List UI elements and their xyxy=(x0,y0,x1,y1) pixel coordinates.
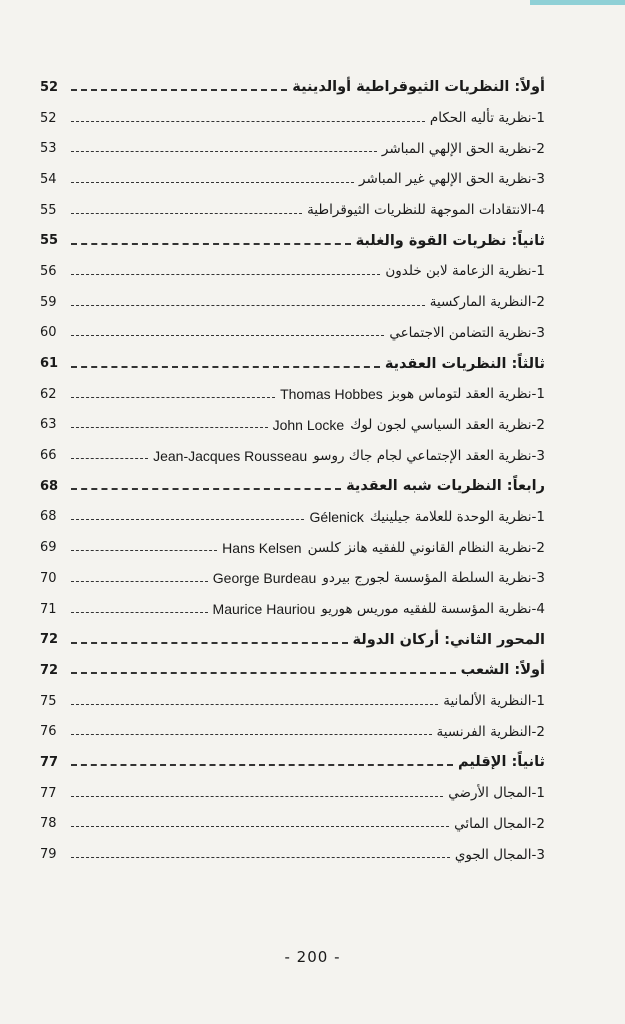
toc-dot-leader xyxy=(71,734,432,735)
toc-dot-leader xyxy=(71,488,341,490)
toc-entry xyxy=(40,809,545,840)
toc-dot-leader xyxy=(71,826,449,827)
toc-section-heading xyxy=(40,471,545,502)
toc-entry xyxy=(40,532,545,563)
toc-entry-arabic-text: ثانياً: الإقليم xyxy=(457,754,545,771)
toc-page-number: 71 xyxy=(40,601,57,617)
toc-page-number: 78 xyxy=(40,816,57,832)
toc-dot-leader xyxy=(71,612,208,613)
toc-dot-leader xyxy=(71,427,268,428)
toc-page-number: 52 xyxy=(40,79,59,95)
toc-entry-title xyxy=(213,570,545,586)
toc-section-heading xyxy=(40,624,545,655)
toc-dot-leader xyxy=(71,121,425,122)
toc-entry-title xyxy=(382,141,545,157)
toc-entry-latin-name: Hans Kelsen xyxy=(222,539,302,556)
toc-entry xyxy=(40,839,545,870)
toc-entry-title xyxy=(458,754,545,770)
toc-page-number: 72 xyxy=(40,662,59,678)
toc-entry-title xyxy=(455,847,545,863)
toc-dot-leader xyxy=(71,764,453,766)
toc-entry xyxy=(40,318,545,349)
toc-entry xyxy=(40,716,545,747)
toc-entry-title xyxy=(213,601,545,617)
toc-entry-title xyxy=(292,79,545,95)
toc-dot-leader xyxy=(71,151,377,152)
toc-page-number: 72 xyxy=(40,632,59,648)
toc-entry-title xyxy=(356,233,545,249)
toc-entry-arabic-text: 2-النظرية الماركسية xyxy=(429,294,545,311)
table-of-contents xyxy=(40,72,545,870)
toc-entry xyxy=(40,440,545,471)
toc-entry-arabic-text: 3-نظرية الحق الإلهي غير المباشر xyxy=(359,171,545,188)
toc-page-number: 55 xyxy=(40,233,59,249)
toc-entry-arabic-text: 3-نظرية السلطة المؤسسة لجورج بيردو xyxy=(322,570,545,587)
toc-dot-leader xyxy=(71,274,380,275)
toc-dot-leader xyxy=(71,704,438,705)
toc-entry-arabic-text: 1-نظرية الوحدة للعلامة جيلينيك xyxy=(369,508,545,525)
toc-entry xyxy=(40,164,545,195)
toc-entry xyxy=(40,410,545,441)
toc-entry-arabic-text: 2-المجال المائي xyxy=(454,815,545,832)
toc-entry xyxy=(40,195,545,226)
toc-entry-title xyxy=(359,171,545,187)
toc-entry-title xyxy=(448,785,545,801)
toc-entry-title xyxy=(461,662,545,678)
toc-entry-arabic-text: 1-المجال الأرضي xyxy=(448,785,545,802)
toc-entry-title xyxy=(430,294,545,310)
toc-dot-leader xyxy=(71,89,287,91)
toc-entry-title xyxy=(273,417,545,433)
toc-entry-arabic-text: 1-نظرية العقد لتوماس هوبز xyxy=(388,386,545,403)
toc-dot-leader xyxy=(71,305,425,306)
toc-entry-title xyxy=(430,110,545,126)
toc-entry xyxy=(40,594,545,625)
toc-page-number: 52 xyxy=(40,110,57,126)
toc-dot-leader xyxy=(71,243,351,245)
toc-entry xyxy=(40,256,545,287)
toc-page-number: 66 xyxy=(40,448,57,464)
toc-entry-arabic-text: رابعاً: النظريات شبه العقدية xyxy=(346,478,545,495)
toc-entry-arabic-text: المحور الثاني: أركان الدولة xyxy=(352,631,545,648)
toc-dot-leader xyxy=(71,397,275,398)
toc-entry-latin-name: John Locke xyxy=(272,416,345,433)
toc-page-number: 54 xyxy=(40,171,57,187)
toc-entry xyxy=(40,778,545,809)
toc-page-number: 53 xyxy=(40,141,57,157)
toc-entry-title xyxy=(222,540,545,556)
toc-page-number: 77 xyxy=(40,785,57,801)
toc-page-number: 62 xyxy=(40,386,57,402)
toc-entry-arabic-text: 4-الانتقادات الموجهة للنظريات الثيوقراطية xyxy=(307,202,545,219)
toc-entry-arabic-text: 1-نظرية الزعامة لابن خلدون xyxy=(385,263,545,280)
toc-section-heading xyxy=(40,655,545,686)
toc-entry xyxy=(40,379,545,410)
toc-entry-arabic-text: 1-النظرية الألمانية xyxy=(443,693,545,710)
toc-entry-title xyxy=(437,724,545,740)
toc-page-number: 68 xyxy=(40,509,57,525)
toc-dot-leader xyxy=(71,796,443,797)
toc-dot-leader xyxy=(71,182,354,183)
toc-entry-title xyxy=(389,325,545,341)
toc-page-number: 77 xyxy=(40,754,59,770)
toc-dot-leader xyxy=(71,366,380,368)
toc-entry-arabic-text: 4-نظرية المؤسسة للفقيه موريس هوريو xyxy=(321,601,545,618)
toc-section-heading xyxy=(40,225,545,256)
toc-entry-title xyxy=(454,816,545,832)
toc-entry-arabic-text: 2-نظرية الحق الإلهي المباشر xyxy=(381,140,545,157)
toc-entry-title xyxy=(385,263,545,279)
toc-page-number: 79 xyxy=(40,847,57,863)
toc-entry-title xyxy=(443,693,545,709)
toc-dot-leader xyxy=(71,519,304,520)
toc-dot-leader xyxy=(71,642,348,644)
toc-section-heading xyxy=(40,72,545,103)
toc-section-heading xyxy=(40,747,545,778)
toc-entry-arabic-text: ثالثاً: النظريات العقدية xyxy=(384,355,545,372)
toc-page-number: 55 xyxy=(40,202,57,218)
toc-entry-arabic-text: 3-نظرية العقد الإجتماعي لجام جاك روسو xyxy=(313,447,545,464)
toc-entry-arabic-text: 3-نظرية التضامن الاجتماعي xyxy=(389,324,545,341)
toc-entry-arabic-text: أولاً: الشعب xyxy=(460,662,545,679)
toc-page-number: 68 xyxy=(40,478,59,494)
toc-entry-latin-name: Jean-Jacques Rousseau xyxy=(153,447,308,464)
toc-entry-latin-name: Gélenick xyxy=(309,508,364,525)
toc-entry-title xyxy=(353,632,545,648)
toc-entry xyxy=(40,502,545,533)
toc-entry-title xyxy=(307,202,545,218)
toc-page-number: 61 xyxy=(40,356,59,372)
toc-entry xyxy=(40,686,545,717)
toc-page-number: 60 xyxy=(40,325,57,341)
toc-dot-leader xyxy=(71,458,148,459)
toc-section-heading xyxy=(40,348,545,379)
toc-dot-leader xyxy=(71,213,302,214)
toc-dot-leader xyxy=(71,335,384,336)
toc-page-number: 56 xyxy=(40,263,57,279)
toc-entry xyxy=(40,133,545,164)
toc-dot-leader xyxy=(71,857,450,858)
toc-entry-arabic-text: 2-نظرية النظام القانوني للفقيه هانز كلسن xyxy=(307,539,545,556)
toc-page-number: 59 xyxy=(40,294,57,310)
toc-entry xyxy=(40,287,545,318)
toc-page-number: 69 xyxy=(40,540,57,556)
toc-entry-title xyxy=(280,386,545,402)
toc-entry xyxy=(40,563,545,594)
toc-entry-arabic-text: 2-نظرية العقد السياسي لجون لوك xyxy=(350,416,545,433)
toc-entry-arabic-text: أولاً: النظريات الثيوقراطية أوالدينية xyxy=(292,79,545,96)
top-edge-accent xyxy=(530,0,625,5)
toc-entry-arabic-text: ثانياً: نظريات القوة والغلبة xyxy=(355,232,545,249)
toc-entry-title xyxy=(346,478,545,494)
toc-entry-arabic-text: 1-نظرية تأليه الحكام xyxy=(429,110,545,127)
toc-page-number: 75 xyxy=(40,693,57,709)
toc-page-number: 63 xyxy=(40,417,57,433)
toc-page-number: 76 xyxy=(40,724,57,740)
toc-entry-latin-name: George Burdeau xyxy=(212,570,317,587)
toc-entry-arabic-text: 2-النظرية الفرنسية xyxy=(436,723,545,740)
toc-page-number: 70 xyxy=(40,570,57,586)
toc-entry-arabic-text: 3-المجال الجوي xyxy=(454,846,545,863)
page-number: - 200 - xyxy=(284,948,341,966)
toc-entry-title xyxy=(385,356,545,372)
toc-dot-leader xyxy=(71,581,208,582)
toc-entry-title xyxy=(153,448,545,464)
toc-entry-title xyxy=(309,509,545,525)
toc-dot-leader xyxy=(71,672,456,674)
toc-entry-latin-name: Maurice Hauriou xyxy=(212,601,316,618)
toc-entry-latin-name: Thomas Hobbes xyxy=(280,386,383,403)
toc-entry xyxy=(40,103,545,134)
toc-dot-leader xyxy=(71,550,217,551)
